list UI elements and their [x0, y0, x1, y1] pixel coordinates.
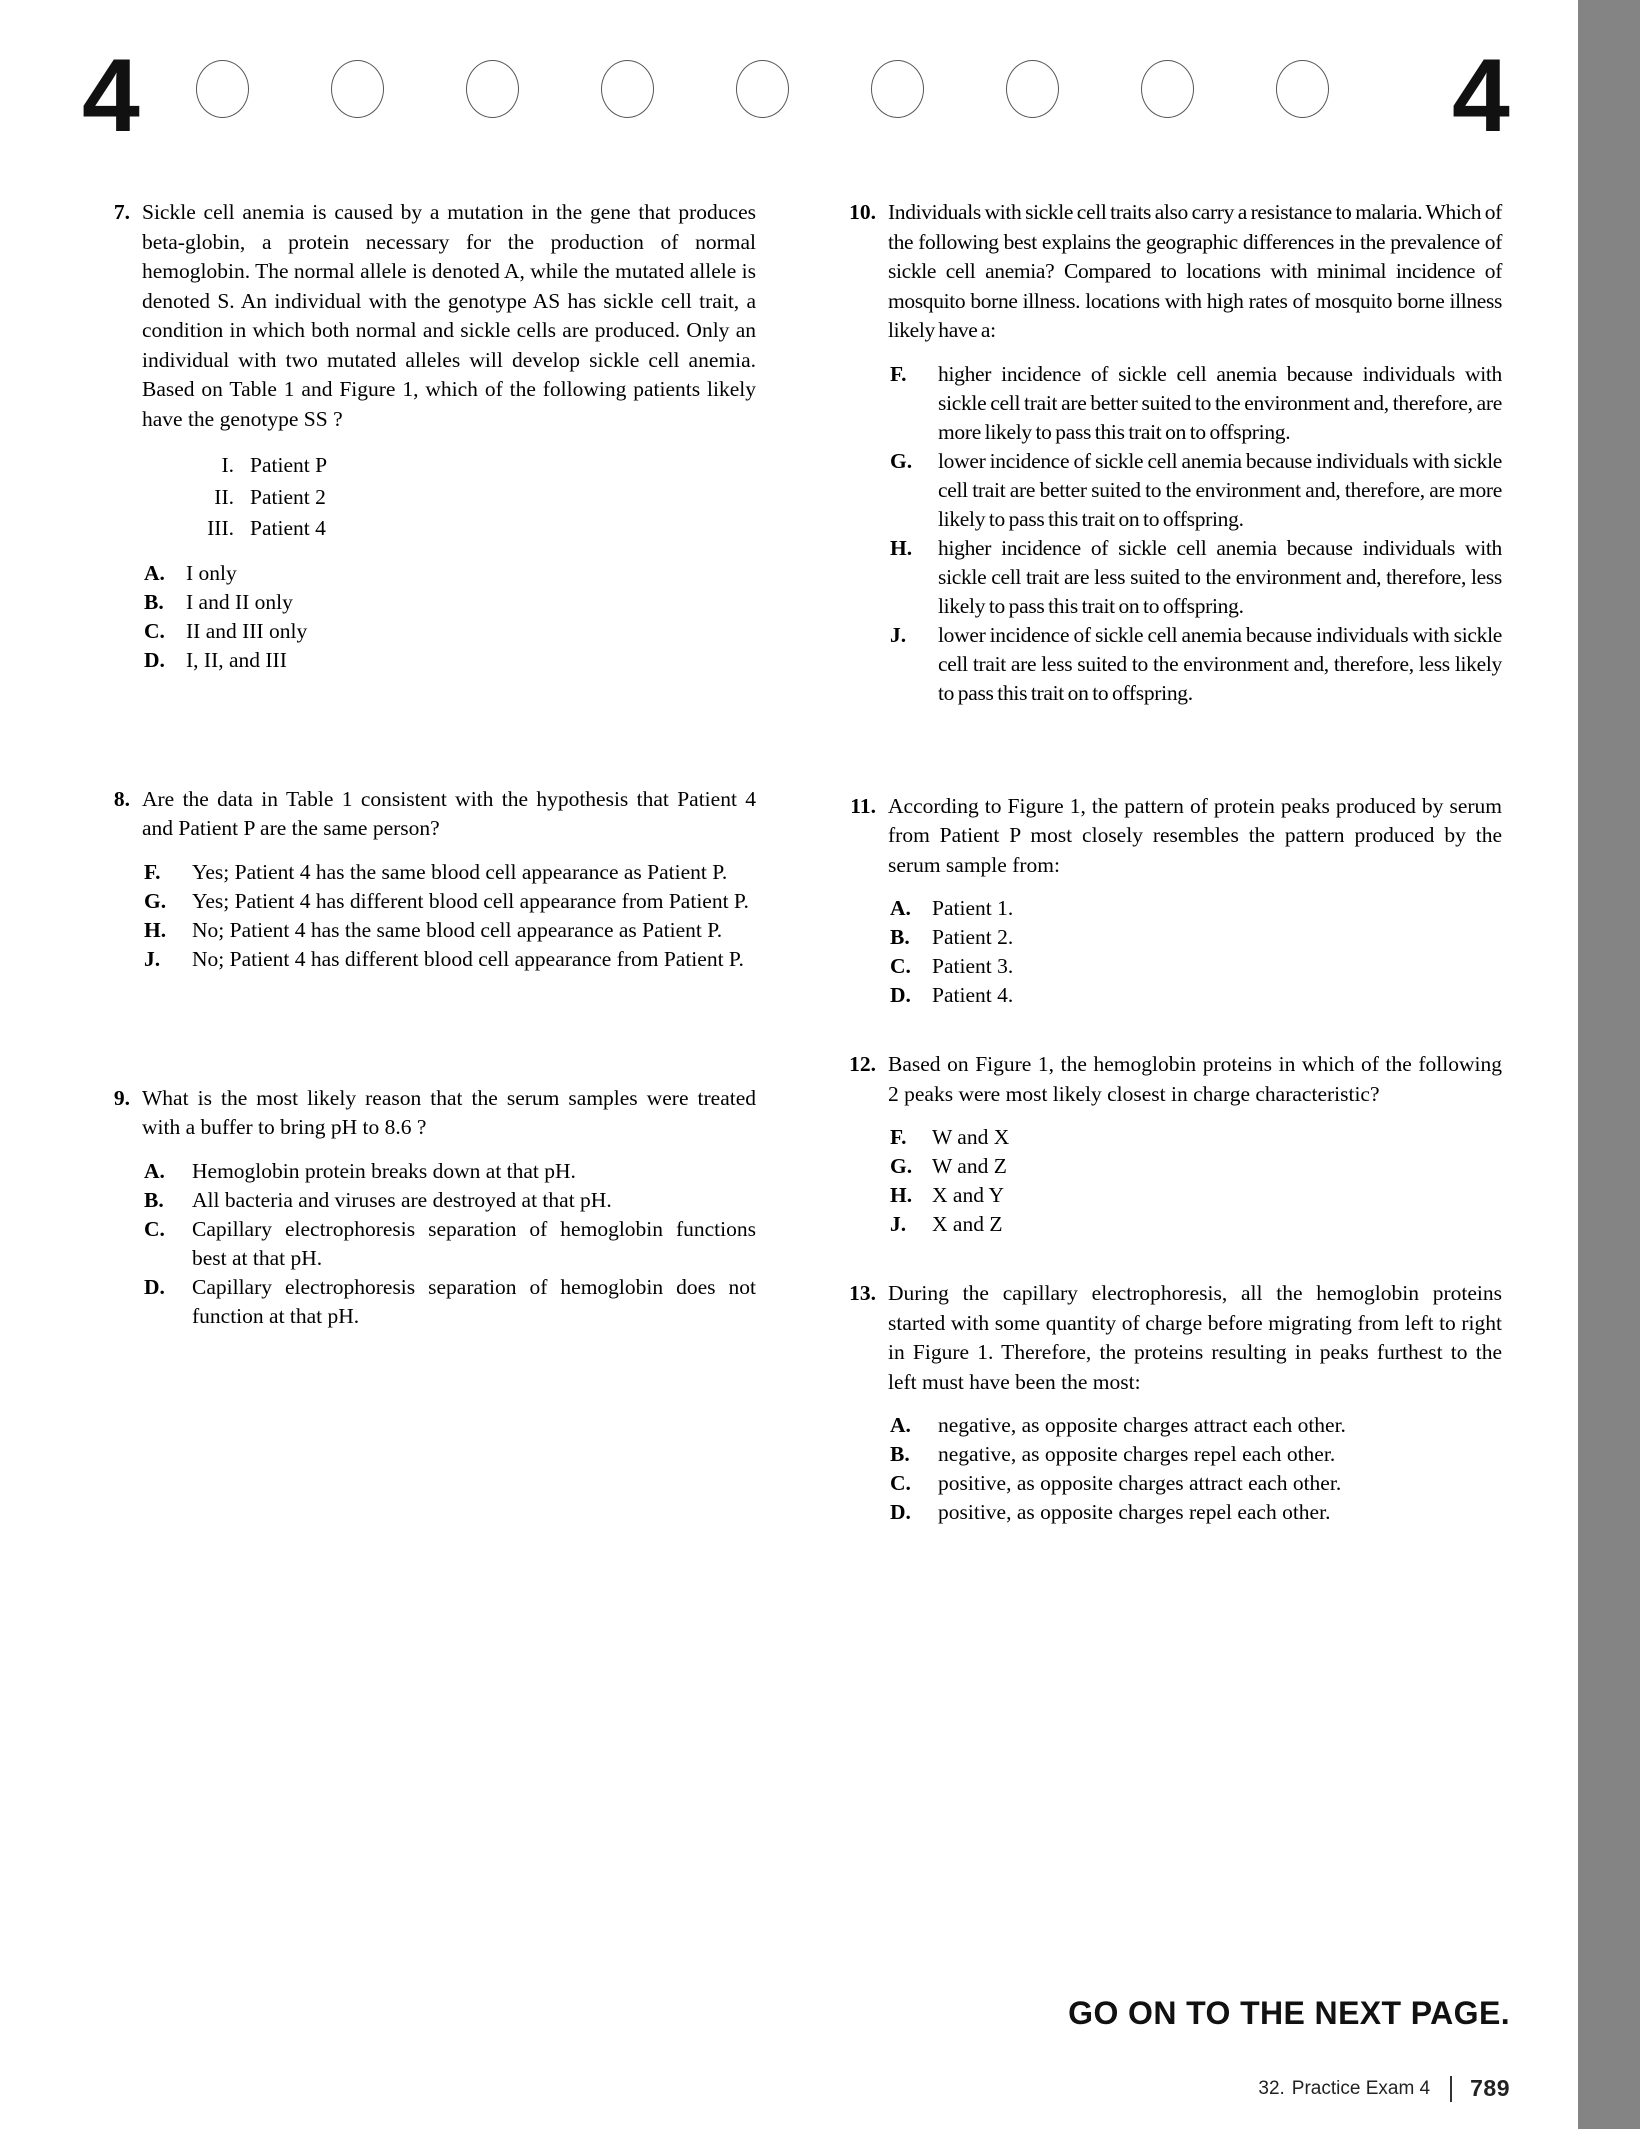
- choice-letter: C.: [890, 954, 911, 978]
- roman-list-item: [142, 450, 756, 482]
- question-body: [888, 1050, 1502, 1239]
- question-body: [888, 1279, 1502, 1527]
- question-number: 12.: [849, 1052, 876, 1076]
- choice-letter: F.: [144, 859, 161, 884]
- choice-text: higher incidence of sickle cell anemia because individuals with sickle cell trait are less suited to the environment and, therefore, less likely to pass this trait on to offspring.: [938, 535, 1502, 618]
- question-8: [96, 785, 756, 974]
- footer-chapter-number: 32.: [1258, 2077, 1285, 2099]
- answer-choices: [888, 360, 1502, 708]
- question-body: [888, 198, 1502, 708]
- go-on-notice: GO ON TO THE NEXT PAGE.: [1068, 1995, 1510, 2031]
- choice-letter: H.: [890, 1183, 913, 1207]
- choice-letter: B.: [890, 925, 910, 949]
- roman-list-item: [142, 482, 756, 514]
- answer-choice-f[interactable]: [888, 1123, 1502, 1152]
- answer-choices: [888, 1411, 1502, 1527]
- answer-choice-a[interactable]: [888, 1411, 1502, 1440]
- choice-letter: J.: [890, 622, 907, 647]
- choice-text: II and III only: [186, 618, 308, 643]
- roman-numeral: III.: [207, 516, 234, 540]
- answer-choice-d[interactable]: [888, 1498, 1502, 1527]
- choice-letter: C.: [144, 618, 165, 643]
- choice-letter: H.: [144, 917, 167, 942]
- answer-bubble[interactable]: [1006, 60, 1059, 118]
- choice-letter: F.: [890, 1125, 907, 1149]
- answer-bubble[interactable]: [871, 60, 924, 118]
- answer-choice-c[interactable]: [142, 1215, 756, 1273]
- answer-choice-j[interactable]: [888, 621, 1502, 708]
- spacer: [842, 714, 1502, 792]
- roman-numeral: II.: [214, 484, 234, 509]
- footer-divider: [1450, 2076, 1452, 2102]
- choice-letter: J.: [890, 1212, 907, 1236]
- choice-text: negative, as opposite charges repel each other.: [938, 1442, 1336, 1466]
- choice-text: Yes; Patient 4 has different blood cell appearance from Patient P.: [192, 888, 749, 913]
- choice-letter: D.: [890, 983, 911, 1007]
- spacer: [96, 681, 756, 785]
- footer-line: [0, 2075, 1510, 2102]
- question-number: 7.: [113, 200, 130, 224]
- question-stem: According to Figure 1, the pattern of protein peaks produced by serum from Patient P most closely resembles the pattern produced by the serum sample from:: [888, 793, 1502, 877]
- answer-choice-c[interactable]: [142, 617, 756, 646]
- choice-text: No; Patient 4 has the same blood cell appearance as Patient P.: [192, 917, 723, 942]
- question-body: [142, 198, 756, 675]
- roman-item-text: Patient 2: [250, 484, 326, 509]
- choice-text: Capillary electrophoresis separation of hemoglobin functions best at that pH.: [192, 1216, 756, 1270]
- choice-text: I and II only: [186, 589, 293, 614]
- choice-letter: B.: [890, 1442, 910, 1466]
- question-number: 13.: [849, 1281, 876, 1305]
- question-stem: During the capillary electrophoresis, all the hemoglobin proteins started with some quantity of charge before migrating from left to right in Figure 1. Therefore, the proteins resulting in peaks furthest to the left must have been the most:: [888, 1281, 1502, 1394]
- choice-letter: H.: [890, 535, 913, 560]
- question-number: 11.: [850, 793, 876, 818]
- choice-letter: A.: [144, 560, 165, 585]
- answer-choice-j[interactable]: [142, 945, 756, 974]
- roman-item-text: Patient 4: [250, 516, 326, 540]
- question-13: [842, 1279, 1502, 1527]
- answer-choice-a[interactable]: [142, 559, 756, 588]
- section-number-left: 4: [82, 38, 138, 154]
- answer-choice-d[interactable]: [142, 1273, 756, 1331]
- spacer: [842, 1016, 1502, 1050]
- roman-numeral: I.: [221, 453, 234, 477]
- roman-numeral-list: [142, 450, 756, 545]
- answer-choice-d[interactable]: [888, 981, 1502, 1010]
- question-10: [842, 198, 1502, 708]
- page-number: 789: [1470, 2075, 1510, 2101]
- question-12: [842, 1050, 1502, 1239]
- answer-bubble[interactable]: [601, 60, 654, 118]
- choice-text: X and Z: [932, 1212, 1003, 1236]
- answer-choices: [142, 1157, 756, 1331]
- question-stem: Sickle cell anemia is caused by a mutation in the gene that produces beta-globin, a protein necessary for the production of normal hemoglobin. The normal allele is denoted A, while the mutated allele is denoted S. An individual with the genotype AS has sickle cell trait, a condition in which both normal and sickle cells are produced. Only an individual with two mutated alleles will develop sickle cell anemia. Based on Table 1 and Figure 1, which of the following patients likely have the genotype SS ?: [142, 200, 756, 431]
- question-body: [888, 792, 1502, 1011]
- choice-letter: D.: [144, 647, 165, 672]
- choice-letter: A.: [890, 1413, 911, 1437]
- roman-item-text: Patient P: [250, 453, 328, 477]
- choice-letter: A.: [144, 1158, 165, 1183]
- answer-choices: [888, 894, 1502, 1010]
- choice-letter: F.: [890, 361, 907, 386]
- footer-chapter-label: Practice Exam 4: [1291, 2077, 1431, 2099]
- question-stem: Based on Figure 1, the hemoglobin proteins in which of the following 2 peaks were most likely closest in charge characteristic?: [888, 1052, 1502, 1106]
- choice-text: No; Patient 4 has different blood cell appearance from Patient P.: [192, 946, 744, 971]
- right-column: [842, 198, 1502, 1533]
- answer-choice-f[interactable]: [888, 360, 1502, 447]
- page-edge-band: [1578, 0, 1640, 2129]
- answer-bubble[interactable]: [466, 60, 519, 118]
- question-stem: Are the data in Table 1 consistent with the hypothesis that Patient 4 and Patient P are the same person?: [142, 786, 756, 840]
- choice-text: Patient 1.: [932, 896, 1014, 920]
- answer-choice-g[interactable]: [888, 447, 1502, 534]
- answer-choice-g[interactable]: [142, 887, 756, 916]
- answer-bubble[interactable]: [1276, 60, 1329, 118]
- choice-letter: B.: [144, 589, 164, 614]
- question-7: [96, 198, 756, 675]
- answer-choices: [142, 559, 756, 675]
- answer-choice-d[interactable]: [142, 646, 756, 675]
- answer-choice-c[interactable]: [888, 952, 1502, 981]
- answer-choices: [142, 858, 756, 974]
- answer-choice-c[interactable]: [888, 1469, 1502, 1498]
- spacer: [842, 1245, 1502, 1279]
- section-number-right: 4: [1452, 38, 1508, 154]
- answer-bubble[interactable]: [331, 60, 384, 118]
- choice-text: Capillary electrophoresis separation of hemoglobin does not function at that pH.: [192, 1274, 756, 1328]
- answer-choice-h[interactable]: [142, 916, 756, 945]
- choice-text: Patient 3.: [932, 954, 1014, 978]
- choice-letter: D.: [890, 1500, 911, 1524]
- question-body: [142, 1084, 756, 1331]
- choice-letter: J.: [144, 946, 161, 971]
- spacer: [96, 980, 756, 1084]
- answer-choice-b[interactable]: [142, 588, 756, 617]
- answer-bubble[interactable]: [196, 60, 249, 118]
- choice-letter: G.: [144, 888, 167, 913]
- question-number: 8.: [113, 786, 130, 811]
- answer-choice-a[interactable]: [888, 894, 1502, 923]
- question-9: [96, 1084, 756, 1331]
- choice-text: Patient 2.: [932, 925, 1014, 949]
- choice-text: Patient 4.: [932, 983, 1014, 1007]
- choice-text: I only: [186, 560, 237, 585]
- question-number: 10.: [849, 200, 876, 224]
- question-11: [842, 792, 1502, 1011]
- answer-choice-b[interactable]: [888, 1440, 1502, 1469]
- choice-letter: G.: [890, 448, 913, 473]
- answer-choice-j[interactable]: [888, 1210, 1502, 1239]
- choice-text: I, II, and III: [186, 647, 287, 672]
- answer-choice-h[interactable]: [888, 534, 1502, 621]
- choice-text: Hemoglobin protein breaks down at that pH.: [192, 1158, 576, 1183]
- question-stem: Individuals with sickle cell traits also carry a resistance to malaria. Which of the following best explains the geographic differences in the prevalence of sickle cell anemia? Compared to locations with minimal incidence of mosquito borne illness. locations with high rates of mosquito borne illness likely have a:: [888, 200, 1502, 342]
- choice-text: higher incidence of sickle cell anemia because individuals with sickle cell trait are better suited to the environment and, therefore, are more likely to pass this trait on to offspring.: [938, 361, 1502, 444]
- answer-bubble-row: [196, 60, 1426, 136]
- choice-letter: D.: [144, 1274, 165, 1299]
- answer-bubble[interactable]: [1141, 60, 1194, 118]
- choice-letter: G.: [890, 1154, 913, 1178]
- answer-choice-b[interactable]: [888, 923, 1502, 952]
- answer-choice-f[interactable]: [142, 858, 756, 887]
- answer-choice-b[interactable]: [142, 1186, 756, 1215]
- choice-text: W and Z: [932, 1154, 1007, 1178]
- choice-letter: C.: [890, 1471, 911, 1495]
- choice-text: lower incidence of sickle cell anemia because individuals with sickle cell trait are better suited to the environment and, therefore, are more likely to pass this trait on to offspring.: [938, 448, 1502, 531]
- choice-text: Yes; Patient 4 has the same blood cell appearance as Patient P.: [192, 859, 728, 884]
- choice-letter: C.: [144, 1216, 165, 1241]
- choice-letter: A.: [890, 896, 911, 920]
- question-stem: What is the most likely reason that the serum samples were treated with a buffer to bring pH to 8.6 ?: [142, 1085, 756, 1139]
- choice-text: negative, as opposite charges attract each other.: [938, 1413, 1346, 1437]
- answer-choice-h[interactable]: [888, 1181, 1502, 1210]
- choice-text: lower incidence of sickle cell anemia because individuals with sickle cell trait are less suited to the environment and, therefore, less likely to pass this trait on to offspring.: [938, 622, 1502, 705]
- choice-text: X and Y: [932, 1183, 1005, 1207]
- answer-choices: [888, 1123, 1502, 1239]
- answer-choice-a[interactable]: [142, 1157, 756, 1186]
- question-body: [142, 785, 756, 974]
- choice-letter: B.: [144, 1187, 164, 1212]
- left-column: [96, 198, 756, 1337]
- choice-text: positive, as opposite charges attract each other.: [938, 1471, 1342, 1495]
- roman-list-item: [142, 513, 756, 545]
- choice-text: W and X: [932, 1125, 1010, 1149]
- choice-text: positive, as opposite charges repel each other.: [938, 1500, 1331, 1524]
- choice-text: All bacteria and viruses are destroyed at that pH.: [192, 1187, 612, 1212]
- question-number: 9.: [113, 1085, 130, 1110]
- answer-bubble[interactable]: [736, 60, 789, 118]
- page-header: [0, 38, 1578, 154]
- answer-choice-g[interactable]: [888, 1152, 1502, 1181]
